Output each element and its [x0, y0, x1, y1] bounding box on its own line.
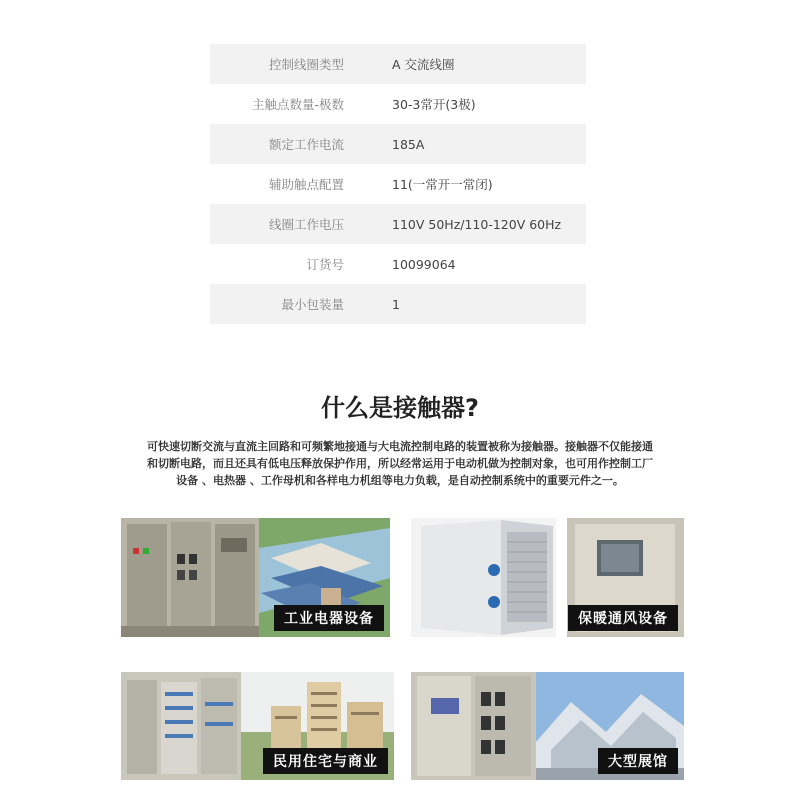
description-line: 可快速切断交流与直流主回路和可频繁地接通与大电流控制电路的装置被称为接触器。接触器不仅能接通: [147, 440, 653, 453]
application-card-industrial: [121, 518, 390, 637]
spec-label: 主触点数量-极数: [251, 97, 344, 112]
section-description: [120, 438, 680, 489]
spec-row: [210, 204, 586, 244]
spec-table: [210, 44, 586, 324]
description-line: 设备 、电热器 、工作母机和各样电力机组等电力负载，是自动控制系统中的重要元件之一。: [176, 474, 624, 487]
application-caption: 工业电器设备: [274, 605, 384, 631]
application-card-exhibition: [411, 672, 684, 780]
spec-label: 控制线圈类型: [268, 57, 344, 72]
spec-label: 最小包装量: [281, 297, 344, 312]
spec-label: 额定工作电流: [268, 137, 344, 152]
spec-row: [210, 244, 586, 284]
application-caption: 民用住宅与商业: [263, 748, 388, 774]
application-caption: 保暖通风设备: [568, 605, 678, 631]
spec-value: 30-3常开(3极): [392, 97, 476, 112]
spec-row: [210, 44, 586, 84]
spec-label: 线圈工作电压: [268, 217, 344, 232]
spec-row: [210, 284, 586, 324]
spec-value: 110V 50Hz/110-120V 60Hz: [392, 216, 562, 232]
spec-label: 辅助触点配置: [268, 177, 344, 192]
spec-value: 11(一常开一常闭): [392, 177, 493, 192]
spec-value: A 交流线圈: [392, 57, 455, 72]
spec-value: 10099064: [392, 256, 456, 272]
application-card-residential: [121, 672, 394, 780]
spec-value: 185A: [392, 136, 425, 152]
description-line: 和切断电路，而且还具有低电压释放保护作用，所以经常运用于电动机做为控制对象，也可用作控制工厂: [147, 457, 653, 470]
spec-row: [210, 164, 586, 204]
section-title: 什么是接触器?: [321, 394, 479, 422]
spec-label: 订货号: [306, 257, 344, 272]
spec-value: 1: [392, 296, 400, 312]
application-caption: 大型展馆: [598, 748, 678, 774]
spec-row: [210, 124, 586, 164]
spec-row: [210, 84, 586, 124]
application-card-hvac: [411, 518, 684, 637]
